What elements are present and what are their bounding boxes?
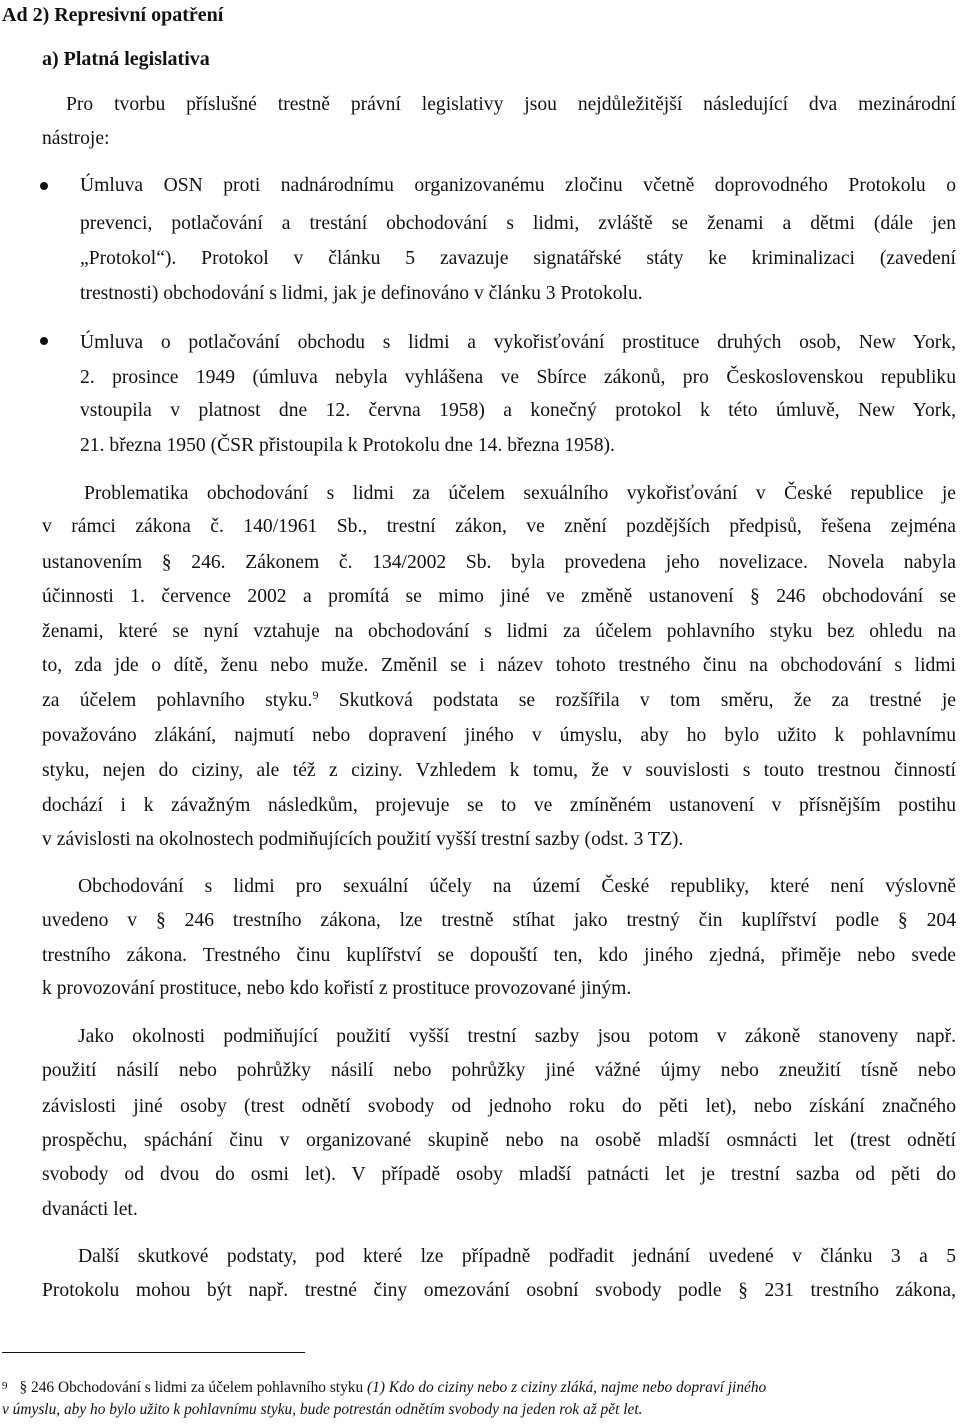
bullet-line: prevenci, potlačování a trestání obchodování s lidmi, zvláště se ženami a dětmi (dále jen [80,213,956,234]
bullet-line: trestnosti) obchodování s lidmi, jak je definováno v článku 3 Protokolu. [80,283,643,304]
intro-line: Pro tvorbu příslušné trestně právní legislativy jsou nejdůležitější následující dva mezinárodní [66,94,956,115]
paragraph-line: ustanovením § 246. Zákonem č. 134/2002 Sb. byla provedena jeho novelizace. Novela nabyla [42,552,956,573]
footnote-reference: 9 [312,688,319,702]
subsection-heading: a) Platná legislativa [42,48,210,70]
footnote-text-italic: (1) Kdo do ciziny nebo z ciziny zláká, najme nebo dopraví jiného [363,1379,767,1396]
paragraph-line: styku, nejen do ciziny, ale též z ciziny. Vzhledem k tomu, že v souvislosti s touto trestnou činností [42,760,956,781]
intro-line: nástroje: [42,128,110,149]
paragraph-line: dochází i k závažným následkům, projevuje se to ve zmíněném ustanovení v přísnějším postihu [42,795,956,816]
paragraph-line: Další skutkové podstaty, pod které lze případně podřadit jednání uvedené v článku 3 a 5 [78,1246,956,1267]
paragraph-line: k provozování prostituce, nebo kdo kořistí z prostituce provozované jiným. [42,978,632,999]
paragraph-line: Problematika obchodování s lidmi za účelem sexuálního vykořisťování v České republice je [84,483,956,504]
footnote-mark: 9 [2,1380,8,1392]
paragraph-line: prospěchu, spáchání činu v organizované skupině nebo na osobě mladší osmnácti let (trest odnětí [42,1130,956,1151]
footnote-line: v úmyslu, aby ho bylo užito k pohlavnímu styku, bude potrestán odnětím svobody na jeden rok až pět let. [2,1401,643,1418]
paragraph-line: účinnosti 1. července 2002 a promítá se mimo jiné ve změně ustanovení § 246 obchodování se [42,586,956,607]
paragraph-line: trestního zákona. Trestného činu kuplířství se dopouští ten, kdo jiného zjedná, přiměje nebo svede [42,945,956,966]
bullet-dot [40,337,48,345]
paragraph-line: ženami, které se nyní vztahuje na obchodování s lidmi za účelem pohlavního styku bez ohledu na [42,621,956,642]
paragraph-text: za účelem pohlavního styku. [42,690,313,711]
paragraph-line: považováno zlákání, najmutí nebo dopravení jiného v úmyslu, aby ho bylo užito k pohlavnímu [42,725,956,746]
section-heading: Ad 2) Represivní opatření [2,4,224,26]
bullet-dot [40,182,48,190]
paragraph-line [42,688,956,714]
paragraph-line: závislosti jiné osoby (trest odnětí svobody od jednoho roku do pěti let), nebo získání značného [42,1096,956,1117]
footnote-separator [2,1352,305,1353]
bullet-line: 2. prosince 1949 (úmluva nebyla vyhlášena ve Sbírce zákonů, pro Československou republiku [80,367,956,388]
bullet-line: Úmluva OSN proti nadnárodnímu organizovanému zločinu včetně doprovodného Protokolu o [80,175,956,196]
paragraph-line: Jako okolnosti podmiňující použití vyšší trestní sazby jsou potom v zákoně stanoveny např. [78,1026,956,1047]
paragraph-line: to, zda jde o dítě, ženu nebo muže. Změnil se i název tohoto trestného činu na obchodování s lidmi [42,655,956,676]
paragraph-line: použití násilí nebo pohrůžky násilí nebo pohrůžky jiné vážné újmy nebo zneužití tísně nebo [42,1060,956,1081]
paragraph-line: svobody od dvou do osmi let). V případě osoby mladší patnácti let je trestní sazba od pěti do [42,1164,956,1185]
footnote-text: § 246 Obchodování s lidmi za účelem pohlavního styku [19,1379,364,1396]
paragraph-line: v rámci zákona č. 140/1961 Sb., trestní zákon, ve znění pozdějších předpisů, řešena zejména [42,516,956,537]
bullet-line: Úmluva o potlačování obchodu s lidmi a vykořisťování prostituce druhých osob, New York, [80,332,956,353]
footnote-line [2,1378,958,1398]
bullet-line: „Protokol“). Protokol v článku 5 zavazuje signatářské státy ke kriminalizaci (zavedení [80,248,956,269]
paragraph-text: Skutková podstata se rozšířila v tom směru, že za trestné je [318,690,957,711]
paragraph-line: Protokolu mohou být např. trestné činy omezování osobní svobody podle § 231 trestního zákona, [42,1280,956,1301]
paragraph-line: v závislosti na okolnostech podmiňujících použití vyšší trestní sazby (odst. 3 TZ). [42,829,684,850]
paragraph-line: dvanácti let. [42,1199,138,1220]
paragraph-line: uvedeno v § 246 trestního zákona, lze trestně stíhat jako trestný čin kuplířství podle § 204 [42,910,956,931]
bullet-line: 21. března 1950 (ČSR přistoupila k Protokolu dne 14. března 1958). [80,435,615,456]
bullet-line: vstoupila v platnost dne 12. června 1958) a konečný protokol k této úmluvě, New York, [80,400,956,421]
paragraph-line: Obchodování s lidmi pro sexuální účely na území České republiky, které není výslovně [78,876,956,897]
